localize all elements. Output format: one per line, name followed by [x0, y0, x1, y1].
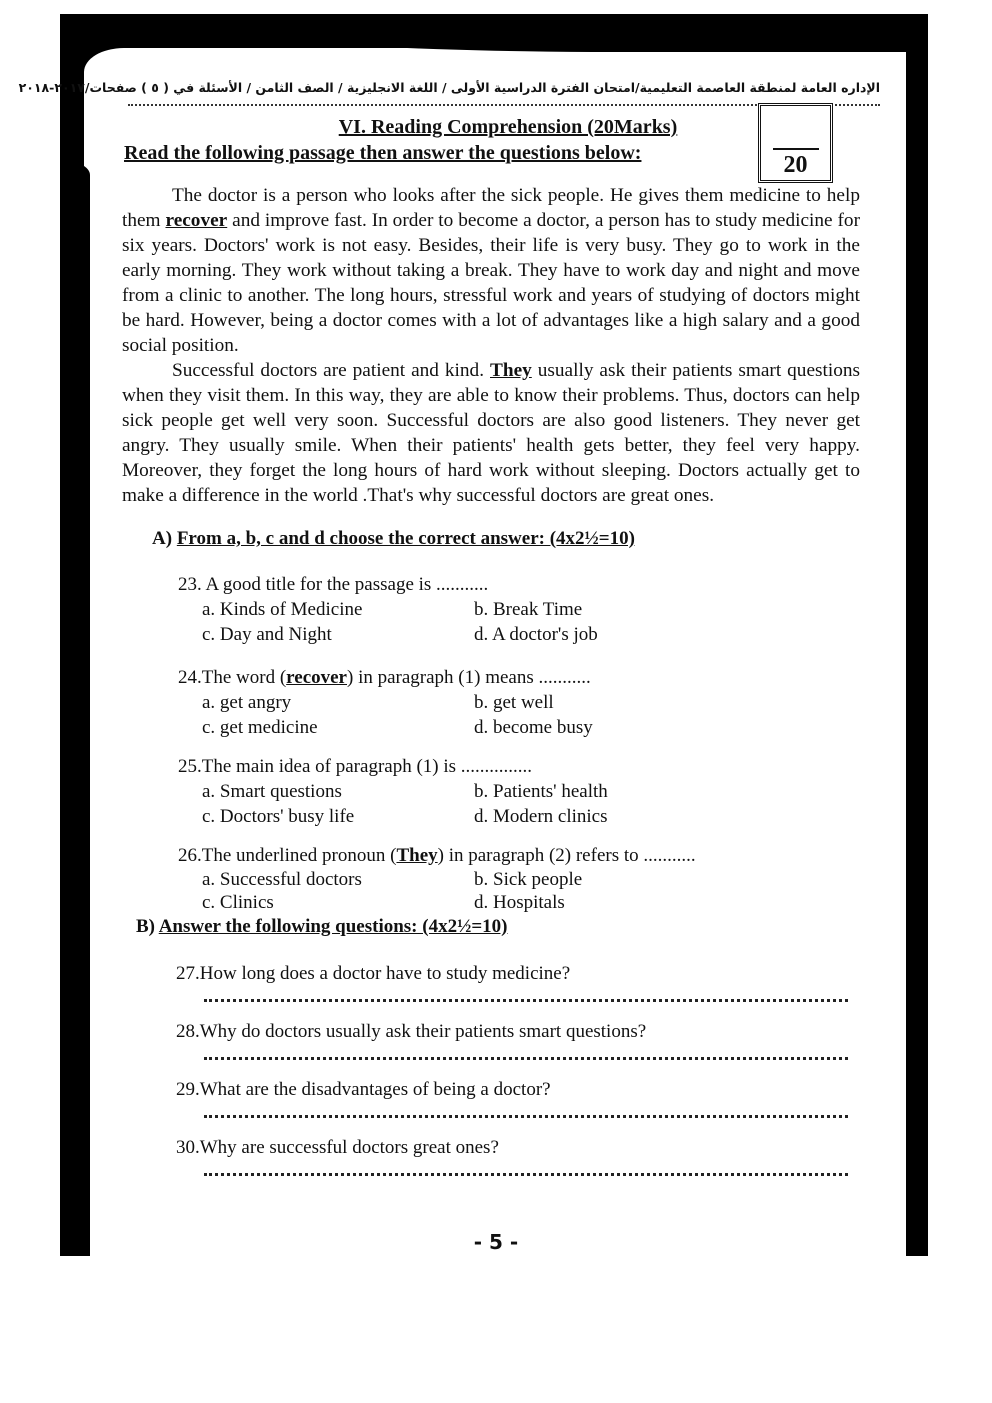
answer-line-28[interactable]: [204, 1057, 848, 1061]
answer-line-30[interactable]: [204, 1173, 848, 1177]
scan-shadow-right: [906, 14, 928, 1256]
question-30: 30.Why are successful doctors great ones?: [176, 1137, 856, 1159]
option-23d[interactable]: d. A doctor's job: [474, 624, 598, 645]
passage-paragraph-2: Successful doctors are patient and kind. They usually ask their patients smart questions when they visit them. In this way, they are able to know their problems. Thus, doctors can help sick people get well very soon. Successful doctors are also good listeners. They never get angry. They usually smile. When their patients' health gets better, they feel very happy. Moreover, they forget the long hours of hard work without sleeping. Doctors actually get to make a difference in the world .That's why successful doctors are great ones.: [122, 360, 860, 506]
answer-line-27[interactable]: [204, 999, 848, 1003]
scan-shadow-left: [60, 160, 90, 1256]
keyword-recover: recover: [165, 210, 228, 231]
question-27: 27.How long does a doctor have to study medicine?: [176, 963, 856, 985]
option-23c[interactable]: c. Day and Night: [202, 624, 332, 645]
part-a-heading: A) From a, b, c and d choose the correct answer: (4x2½=10): [152, 528, 635, 549]
option-25b[interactable]: b. Patients' health: [474, 781, 608, 802]
part-b-heading: B) Answer the following questions: (4x2½=10): [136, 916, 508, 937]
option-23a[interactable]: a. Kinds of Medicine: [202, 599, 363, 620]
answer-line-29[interactable]: [204, 1115, 848, 1119]
score-blank: [773, 148, 819, 150]
option-24b[interactable]: b. get well: [474, 692, 554, 713]
question-24: 24.The word (recover) in paragraph (1) means ........... a. get angry b. get well c. get medicine d. become busy: [178, 665, 778, 740]
option-24c[interactable]: c. get medicine: [202, 717, 318, 738]
question-28: 28.Why do doctors usually ask their patients smart questions?: [176, 1021, 856, 1043]
exam-header-arabic: الإداره العامة لمنطقة العاصمة التعليمية/امتحان الفترة الدراسية الأولى / اللغة الانجليزية / الصف الثامن / الأسئلة في ( ٥ ) صفحات/٢٠١٧-٢٠١٨: [18, 80, 880, 95]
option-26b[interactable]: b. Sick people: [474, 869, 583, 890]
option-25a[interactable]: a. Smart questions: [202, 781, 342, 802]
option-23b[interactable]: b. Break Time: [474, 599, 583, 620]
keyword-they: They: [490, 360, 532, 381]
reading-passage: [122, 183, 860, 508]
section-instructions: Read the following passage then answer the questions below:: [124, 142, 642, 164]
option-25c[interactable]: c. Doctors' busy life: [202, 806, 355, 827]
question-25: 25.The main idea of paragraph (1) is ............... a. Smart questions b. Patients' health c. Doctors' busy life d. Modern clinics: [178, 754, 778, 829]
option-26c[interactable]: c. Clinics: [202, 892, 274, 913]
section-title: VI. Reading Comprehension (20Marks): [338, 116, 678, 138]
question-29: 29.What are the disadvantages of being a doctor?: [176, 1079, 856, 1101]
option-26a[interactable]: a. Successful doctors: [202, 869, 362, 890]
option-24a[interactable]: a. get angry: [202, 692, 292, 713]
option-26d[interactable]: d. Hospitals: [474, 892, 565, 913]
passage-paragraph-1: The doctor is a person who looks after the sick people. He gives them medicine to help them recover and improve fast. In order to become a doctor, a person has to study medicine for six years. Doctors' work is not easy. Besides, their life is very busy. They go to work in the early morning. They work without taking a break. They have to work day and night and move from a clinic to another. The long hours, stressful work and years of studying of doctors might be hard. However, being a doctor comes with a lot of advantages like a high salary and a good social position.: [122, 185, 860, 356]
page-number: - 5 -: [473, 1230, 519, 1254]
score-box: [758, 103, 833, 183]
score-total: 20: [783, 152, 808, 178]
question-23: 23. A good title for the passage is ........... a. Kinds of Medicine b. Break Time c. Day and Night d. A doctor's job: [178, 572, 778, 647]
option-25d[interactable]: d. Modern clinics: [474, 806, 608, 827]
question-26: 26.The underlined pronoun (They) in paragraph (2) refers to ........... a. Successful doctors b. Sick people c. Clinics d. Hospitals: [178, 843, 778, 914]
option-24d[interactable]: d. become busy: [474, 717, 593, 738]
